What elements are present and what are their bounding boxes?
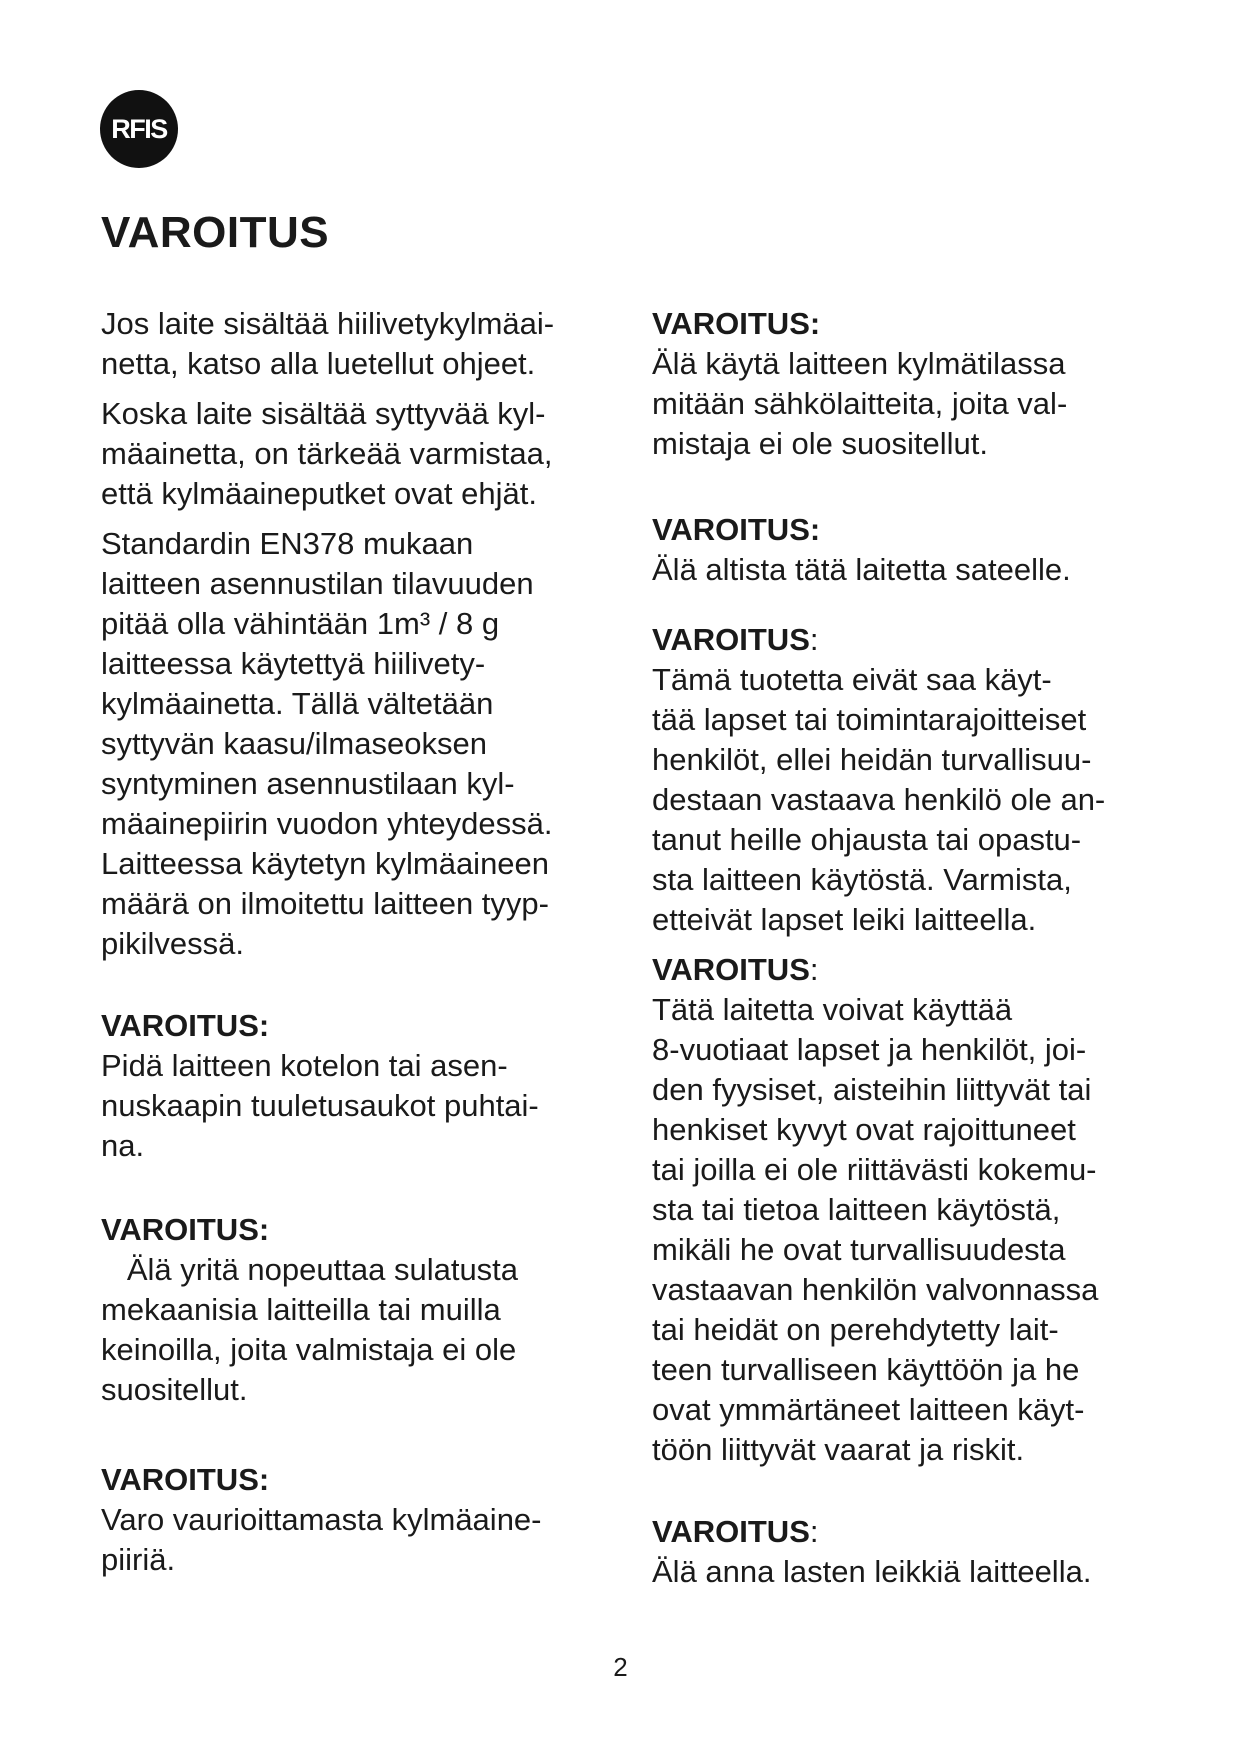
warning-label: VAROITUS: bbox=[652, 952, 819, 987]
badge-text: RFIS bbox=[111, 113, 167, 144]
warning-age-8: VAROITUS: Tätä laitetta voivat käyttää 8-vuotiaat lapset ja henkilöt, joi- den fyysiset, aisteihin liittyvät tai henkiset kyvyt ovat rajoittuneet tai joilla ei ole riittävästi kokemu- sta tai tietoa laitteen käytöstä, mikäli he ovat turvallisuudesta vastaavan henkilön valvonnassa tai heidät on perehdytetty lait- teen turvalliseen käyttöön ja he ovat ymmärtäneet laitteen käyt- töön liittyvät vaarat ja riskit. bbox=[652, 950, 1172, 1470]
warning-label: VAROITUS: bbox=[101, 1212, 270, 1247]
page-title: VAROITUS bbox=[101, 208, 330, 257]
warning-children-play: VAROITUS: Älä anna lasten leikkiä laitteella. bbox=[652, 1512, 1172, 1592]
warning-electrical-devices: VAROITUS: Älä käytä laitteen kylmätilassa mitään sähkölaitteita, joita val- mistaja ei ole suositellut. bbox=[652, 304, 1172, 464]
warning-ventilation: VAROITUS: Pidä laitteen kotelon tai asen- nuskaapin tuuletusaukot puhtai- na. bbox=[101, 1006, 611, 1166]
rfis-language-badge bbox=[100, 90, 178, 168]
warning-label: VAROITUS: bbox=[101, 1008, 270, 1043]
warning-label: VAROITUS: bbox=[652, 512, 821, 547]
warning-label: VAROITUS: bbox=[652, 306, 821, 341]
warning-label: VAROITUS: bbox=[101, 1462, 270, 1497]
right-column bbox=[652, 304, 1172, 1592]
warning-label: VAROITUS: bbox=[652, 1514, 819, 1549]
warning-label: VAROITUS: bbox=[652, 622, 819, 657]
warning-defrost: VAROITUS: Älä yritä nopeuttaa sulatusta mekaanisia laitteilla tai muilla keinoilla, joita valmistaja ei ole suositellut. bbox=[101, 1210, 611, 1410]
warning-children-disabled: VAROITUS: Tämä tuotetta eivät saa käyt- tää lapset tai toimintarajoitteiset henkilöt, ellei heidän turvallisuu- destaan vastaava henkilö ole an- tanut heille ohjausta tai opastu- sta laitteen käytöstä. Varmista, etteivät lapset leiki laitteella. bbox=[652, 620, 1172, 940]
warning-refrigerant-circuit: VAROITUS: Varo vaurioittamasta kylmäaine- piiriä. bbox=[101, 1460, 611, 1580]
left-column bbox=[101, 304, 611, 1580]
intro-paragraph: Jos laite sisältää hiilivetykylmäai- netta, katso alla luetellut ohjeet. bbox=[101, 306, 555, 381]
en378-paragraph: Standardin EN378 mukaan laitteen asennustilan tilavuuden pitää olla vähintään 1m³ / 8 g laitteessa käytettyä hiilivety- kylmäainetta. Tällä vältetään syttyvän kaasu/ilmaseoksen syntyminen asennustilaan kyl- mäainepiirin vuodon yhteydessä. Laitteessa käytetyn kylmäaineen määrä on ilmoitettu laitteen tyyp- pikilvessä. bbox=[101, 526, 553, 961]
warning-rain: VAROITUS: Älä altista tätä laitetta sateelle. bbox=[652, 510, 1172, 590]
refrigerant-paragraph: Koska laite sisältää syttyvää kyl- mäainetta, on tärkeää varmistaa, että kylmäaineputket ovat ehjät. bbox=[101, 396, 553, 511]
page-number: 2 bbox=[613, 1652, 628, 1682]
